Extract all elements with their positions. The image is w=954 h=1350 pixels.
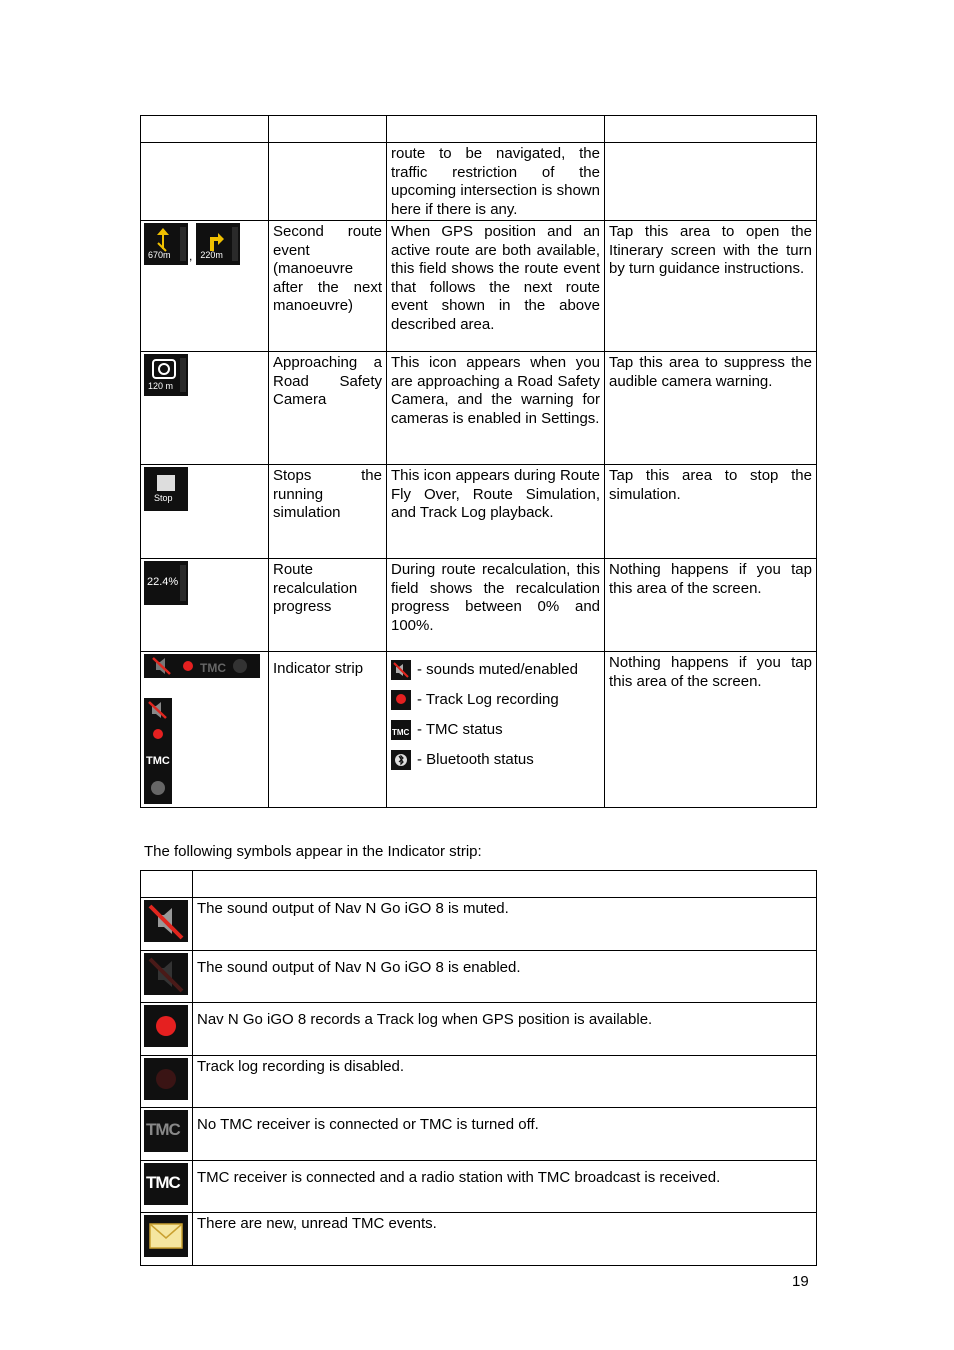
recalc-description: During route recalculation, this field shows the recalculation progress between 0% and 100%. [387,559,605,652]
tmc-icon: TMC [391,720,411,740]
camera-action: Tap this area to suppress the audible camera warning. [605,352,817,465]
header-cell [269,116,387,143]
camera-name: Approaching a Road Safety Camera [269,352,387,465]
stop-icon: Stop [144,467,188,511]
recalc-name: Route recalculation progress [269,559,387,652]
second-event-description: When GPS position and an active route are both available, this field shows the route event that follows the next route event shown in the above described area. [387,221,605,352]
table-row: The sound output of Nav N Go iGO 8 is muted. [141,898,817,951]
indicator-strip-horizontal: TMC [144,654,260,678]
stop-description: This icon appears during Route Fly Over, Route Simulation, and Track Log playback. [387,465,605,559]
record-icon [391,690,411,710]
speed-camera-icon: 120 m [144,354,188,396]
recalculation-progress-icon: 22.4% [144,561,188,605]
record-icon [144,1005,188,1047]
record-disabled-icon [144,1058,188,1100]
indicator-symbols-table [140,870,817,1266]
table-row: TMC No TMC receiver is connected or TMC is turned off. [141,1108,817,1161]
list-item: - Bluetooth status [391,750,600,770]
stop-name: Stops the running simulation [269,465,387,559]
page-number: 19 [792,1273,809,1290]
table-header-row [141,116,817,143]
strip-action: Nothing happens if you tap this area of the screen. [605,652,817,808]
header-cell [141,116,269,143]
stop-action: Tap this area to stop the simulation. [605,465,817,559]
table-row: TMC TMC receiver is connected and a radio station with TMC broadcast is received. [141,1160,817,1213]
strip-legend [387,652,605,808]
table-row [141,559,817,652]
tmc-on-icon: TMC [144,1163,188,1205]
table-row: Nav N Go iGO 8 records a Track log when GPS position is available. [141,1003,817,1056]
header-cell [605,116,817,143]
second-event-icons: 670m , 220m [141,221,269,352]
display-fields-table [140,115,817,808]
table-row [141,352,817,465]
list-item: - Track Log recording [391,690,600,710]
indicator-strip-vertical: TMC [144,698,172,804]
list-item: - sounds muted/enabled [391,660,600,680]
second-event-action: Tap this area to open the Itinerary screen with the turn by turn guidance instructions. [605,221,817,352]
table-row: There are new, unread TMC events. [141,1213,817,1266]
table-row [141,143,817,221]
table-header-row [141,871,817,898]
turn-left-icon: 670m [144,223,188,265]
table-row: Track log recording is disabled. [141,1055,817,1108]
header-cell [387,116,605,143]
second-event-name: Second route event (manoeuvre after the next manoeuvre) [269,221,387,352]
list-item: TMC - TMC status [391,720,600,740]
table-row: The sound output of Nav N Go iGO 8 is enabled. [141,950,817,1003]
strip-name: Indicator strip [269,652,387,808]
envelope-icon [144,1215,188,1257]
table-row [141,465,817,559]
sound-muted-icon [391,660,411,680]
route-description: route to be navigated, the traffic restriction of the upcoming intersection is shown here if there is any. [387,143,605,221]
tmc-off-icon: TMC [144,1110,188,1152]
camera-description: This icon appears when you are approaching a Road Safety Camera, and the warning for cameras is enabled in Settings. [387,352,605,465]
table-row [141,221,817,352]
bluetooth-icon [391,750,411,770]
turn-right-icon: 220m [196,223,240,265]
sound-muted-icon [144,900,188,942]
sound-enabled-icon [144,953,188,995]
recalc-action: Nothing happens if you tap this area of the screen. [605,559,817,652]
table-row [141,652,817,808]
indicator-intro-text: The following symbols appear in the Indicator strip: [144,843,482,860]
